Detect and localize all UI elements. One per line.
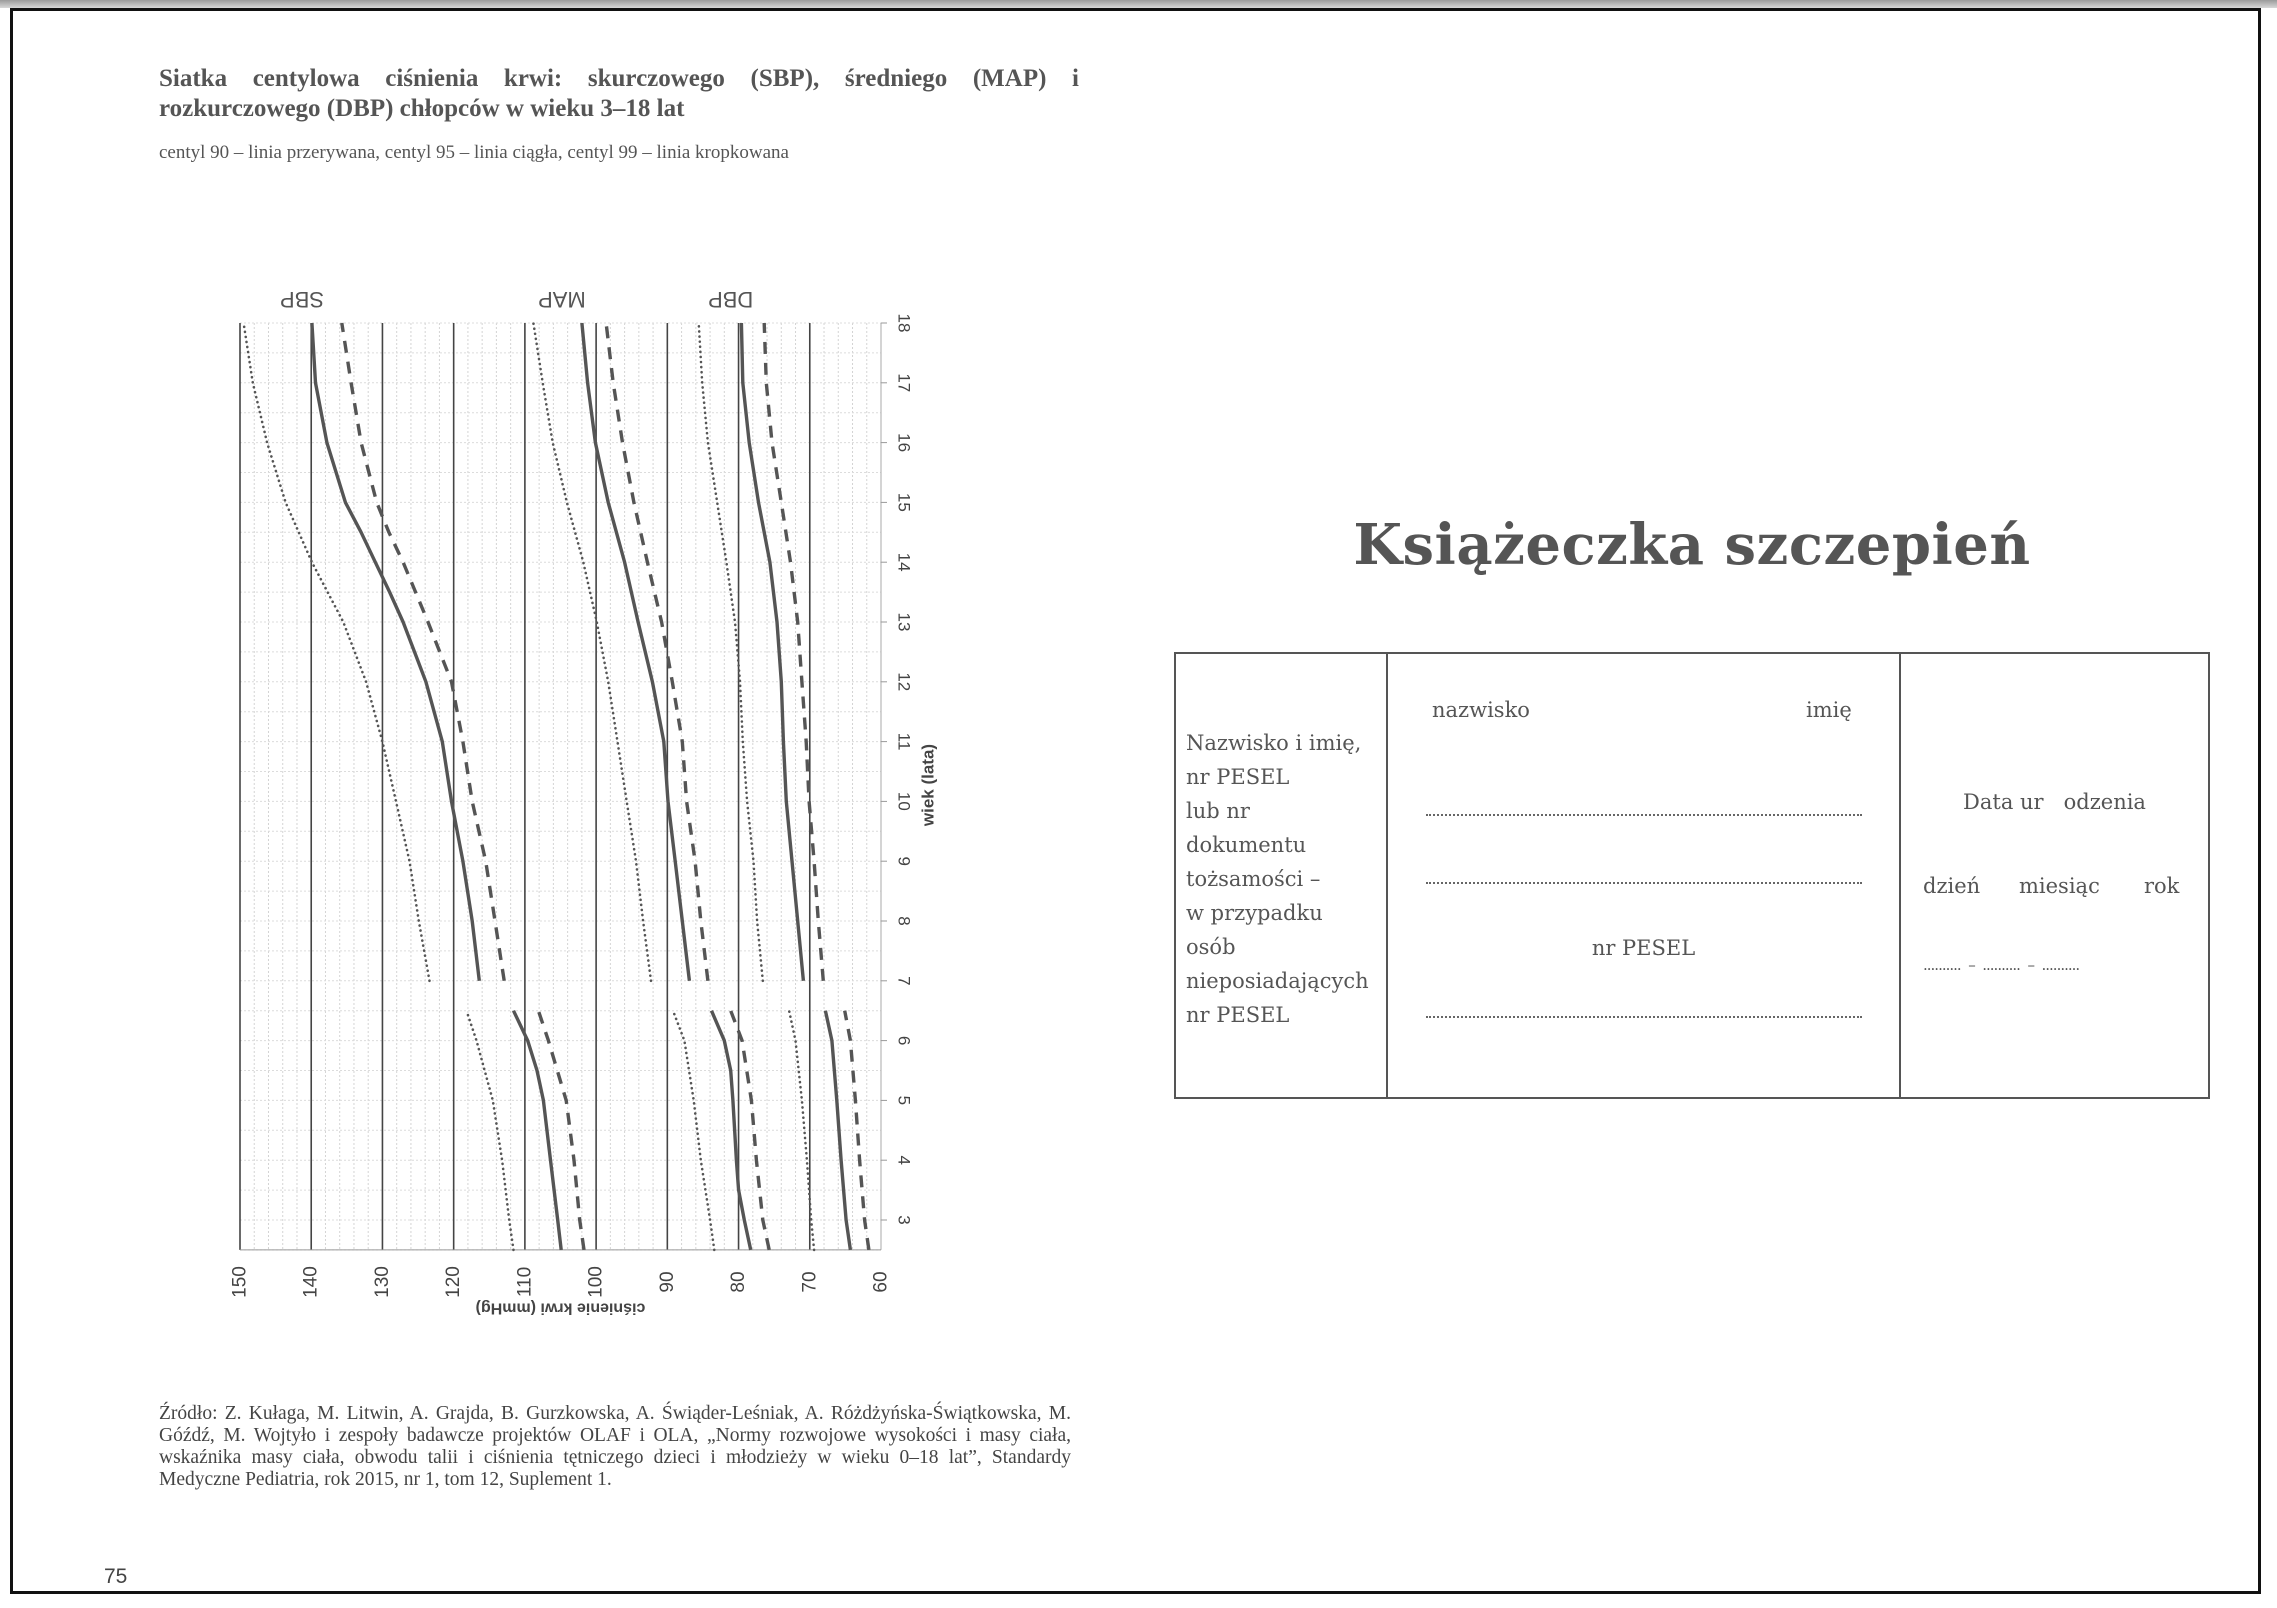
page-number: 75	[104, 1565, 128, 1588]
age-tick-label: 3	[894, 1215, 914, 1225]
identity-form	[1174, 652, 2210, 1099]
birth-date-field[interactable]: .......... – .......... – ..........	[1923, 956, 2080, 974]
year-label: rok	[2144, 874, 2180, 898]
pressure-tick-label: 100	[585, 1266, 607, 1298]
age-tick-label: 8	[894, 916, 914, 926]
source-citation: Źródło: Z. Kułaga, M. Litwin, A. Grajda, B. Gurzkowska, A. Świąder-Leśniak, A. Różdżyńska-Świątkowska, M. Góźdź, M. Wojtyło i zespoły badawcze projektów OLAF i OLA, „Normy rozwojowe wysokości i masy ciała, wskaźnika masy ciała, obwodu talii i ciśnienia tętniczego dzieci i młodzieży w wieku 0–18 lat”, Standardy Medyczne Pediatria, rok 2015, nr 1, tom 12, Suplement 1.	[159, 1403, 1071, 1490]
birth-date-column	[1901, 654, 2208, 1097]
pressure-tick-label: 60	[870, 1271, 892, 1293]
label-line: nieposiadających	[1186, 969, 1369, 993]
age-tick-label: 15	[894, 492, 914, 512]
surname-label: nazwisko	[1432, 698, 1530, 722]
age-tick-label: 5	[894, 1095, 914, 1106]
age-tick-label: 13	[894, 612, 914, 632]
age-tick-label: 4	[894, 1155, 914, 1165]
first-name-label: imię	[1806, 698, 1852, 722]
sbp-centile-90-line	[342, 323, 504, 981]
label-line: osób	[1186, 935, 1236, 959]
group-label-map: MAP	[538, 287, 586, 312]
pressure-tick-label: 110	[514, 1266, 536, 1298]
label-line: nr PESEL	[1186, 1003, 1290, 1027]
chart-legend-description: centyl 90 – linia przerywana, centyl 95 – linia ciągła, centyl 99 – linia kropkowana	[159, 142, 789, 163]
pesel-field[interactable]	[1426, 1016, 1862, 1018]
age-tick-label: 6	[894, 1035, 914, 1046]
month-label: miesiąc	[2019, 874, 2100, 898]
identity-label-column	[1176, 654, 1388, 1097]
age-tick-label: 7	[894, 976, 914, 986]
label-line: Nazwisko i imię,	[1186, 731, 1362, 755]
pressure-tick-label: 120	[443, 1266, 465, 1298]
chart-page-title: Siatka centylowa ciśnienia krwi: skurczowego (SBP), średniego (MAP) i rozkurczowego (DBP) chłopców w wieku 3–18 lat	[159, 65, 1079, 122]
age-tick-label: 18	[894, 313, 914, 333]
day-label: dzień	[1923, 874, 1981, 898]
pressure-tick-label: 80	[728, 1271, 750, 1293]
birth-date-label: Data ur odzenia	[1963, 790, 2146, 814]
pressure-tick-label: 150	[229, 1266, 251, 1298]
vaccination-booklet-title: Książeczka szczepień	[1353, 512, 2031, 578]
label-line: w przypadku	[1186, 901, 1323, 925]
label-line: lub nr	[1186, 799, 1250, 823]
label-line: nr PESEL	[1186, 765, 1290, 789]
age-axis-title: wiek (lata)	[918, 743, 938, 827]
pressure-tick-label: 90	[656, 1271, 678, 1293]
age-tick-label: 12	[894, 672, 914, 692]
age-tick-label: 9	[894, 856, 914, 866]
first-name-field[interactable]	[1426, 882, 1862, 884]
label-line: dokumentu	[1186, 833, 1307, 857]
age-tick-label: 10	[894, 791, 914, 811]
name-pesel-column	[1388, 654, 1901, 1097]
pressure-axis-title: ciśnienie krwi (mmHg)	[475, 1299, 646, 1317]
age-tick-label: 16	[894, 433, 914, 453]
pesel-label: nr PESEL	[1591, 936, 1696, 960]
group-label-sbp: SBP	[280, 287, 325, 312]
pressure-tick-label: 140	[300, 1266, 322, 1298]
pressure-tick-label: 70	[799, 1271, 821, 1293]
age-tick-label: 14	[894, 552, 914, 572]
group-label-dbp: DBP	[708, 287, 754, 312]
pressure-tick-label: 130	[371, 1266, 393, 1298]
age-tick-label: 11	[894, 732, 914, 751]
surname-field[interactable]	[1426, 814, 1862, 816]
label-line: tożsamości –	[1186, 867, 1321, 891]
age-tick-label: 17	[894, 373, 914, 393]
